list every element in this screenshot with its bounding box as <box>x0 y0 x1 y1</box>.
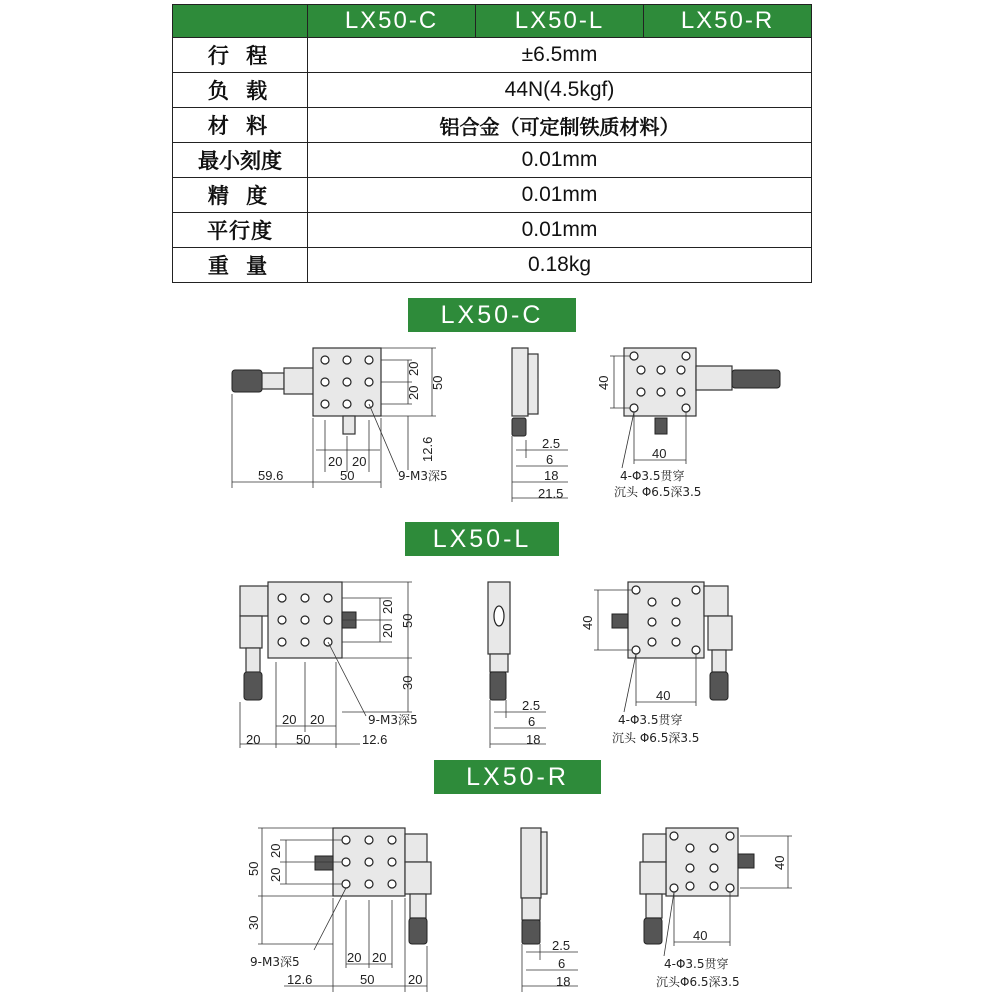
bottom-view <box>580 582 732 745</box>
spec-label: 重 量 <box>173 248 308 283</box>
bottom-view <box>640 828 792 989</box>
dim-label: 18 <box>526 732 541 747</box>
spec-label: 精 度 <box>173 178 308 213</box>
spec-row <box>173 38 812 73</box>
drawing-lx50-r <box>0 806 1000 1000</box>
dim-label: 20 <box>372 950 387 965</box>
dim-label: 20 <box>408 972 423 987</box>
spec-table <box>172 4 812 283</box>
spec-header-blank <box>173 5 308 38</box>
dim-label: 50 <box>246 861 261 876</box>
spec-label: 材 料 <box>173 108 308 143</box>
spec-header-model: LX50-R <box>644 5 812 38</box>
side-view <box>512 348 568 502</box>
spec-value: 铝合金（可定制铁质材料） <box>308 108 812 143</box>
dim-label: 50 <box>400 613 415 628</box>
spec-row <box>173 143 812 178</box>
dim-label: 18 <box>544 468 559 483</box>
top-view <box>240 582 418 748</box>
dim-label: 40 <box>596 375 611 390</box>
spec-value: 0.01mm <box>308 143 812 178</box>
dim-label: 50 <box>340 468 355 483</box>
section-title-lx50-r: LX50-R <box>434 760 601 794</box>
dim-label: 6 <box>528 714 536 729</box>
dim-label: 2.5 <box>552 938 571 953</box>
dim-label: 20 <box>268 843 283 858</box>
dim-label: 40 <box>656 688 671 703</box>
counterbore-note: 沉头Φ6.5深3.5 <box>656 975 740 989</box>
dim-label: 20 <box>380 599 395 614</box>
tap-hole-note: 9-M3深5 <box>398 469 448 483</box>
dim-label: 20 <box>347 950 362 965</box>
dim-label: 20 <box>380 623 395 638</box>
spec-row <box>173 73 812 108</box>
drawing-lx50-c <box>0 340 1000 510</box>
dim-label: 2.5 <box>522 698 541 713</box>
dim-label: 20 <box>268 867 283 882</box>
dim-label: 50 <box>360 972 375 987</box>
dim-label: 20 <box>310 712 325 727</box>
dim-label: 6 <box>558 956 566 971</box>
spec-header-row <box>173 5 812 38</box>
dim-label: 20 <box>352 454 367 469</box>
spec-row <box>173 178 812 213</box>
dim-label: 12.6 <box>287 972 313 987</box>
spec-header-model: LX50-L <box>476 5 644 38</box>
spec-row <box>173 108 812 143</box>
spec-value: ±6.5mm <box>308 38 812 73</box>
dim-label: 40 <box>580 615 595 630</box>
dim-label: 6 <box>546 452 554 467</box>
dim-label: 30 <box>246 915 261 930</box>
hole-note: 4-Φ3.5贯穿 <box>664 957 729 971</box>
top-view <box>232 348 448 488</box>
spec-label: 平行度 <box>173 213 308 248</box>
side-view <box>521 828 578 992</box>
dim-label: 12.6 <box>362 732 388 747</box>
spec-row <box>173 213 812 248</box>
hole-note: 4-Φ3.5贯穿 <box>620 469 685 483</box>
dim-label: 40 <box>652 446 667 461</box>
top-view <box>246 828 431 992</box>
spec-value: 0.01mm <box>308 178 812 213</box>
dim-label: 50 <box>430 375 445 390</box>
dim-label: 40 <box>772 855 787 870</box>
dim-label: 20 <box>406 361 421 376</box>
spec-value: 0.18kg <box>308 248 812 283</box>
tap-hole-note: 9-M3深5 <box>250 955 300 969</box>
dim-label: 21.5 <box>538 486 564 501</box>
dim-label: 20 <box>406 385 421 400</box>
drawing-lx50-l <box>0 572 1000 750</box>
dim-label: 20 <box>282 712 297 727</box>
spec-label: 行 程 <box>173 38 308 73</box>
spec-label: 最小刻度 <box>173 143 308 178</box>
dim-label: 50 <box>296 732 311 747</box>
section-title-lx50-c: LX50-C <box>408 298 576 332</box>
section-title-lx50-l: LX50-L <box>405 522 559 556</box>
side-view <box>488 582 546 748</box>
tap-hole-note: 9-M3深5 <box>368 713 418 727</box>
hole-note: 4-Φ3.5贯穿 <box>618 713 683 727</box>
spec-header-model: LX50-C <box>308 5 476 38</box>
dim-label: 20 <box>246 732 261 747</box>
bottom-view <box>596 348 780 499</box>
spec-value: 44N(4.5kgf) <box>308 73 812 108</box>
dim-label: 59.6 <box>258 468 284 483</box>
dim-label: 20 <box>328 454 343 469</box>
counterbore-note: 沉头 Φ6.5深3.5 <box>612 731 700 745</box>
spec-row <box>173 248 812 283</box>
dim-label: 18 <box>556 974 571 989</box>
spec-label: 负 载 <box>173 73 308 108</box>
dim-label: 2.5 <box>542 436 561 451</box>
dim-label: 12.6 <box>420 436 435 462</box>
dim-label: 30 <box>400 675 415 690</box>
spec-value: 0.01mm <box>308 213 812 248</box>
counterbore-note: 沉头 Φ6.5深3.5 <box>614 485 702 499</box>
dim-label: 40 <box>693 928 708 943</box>
